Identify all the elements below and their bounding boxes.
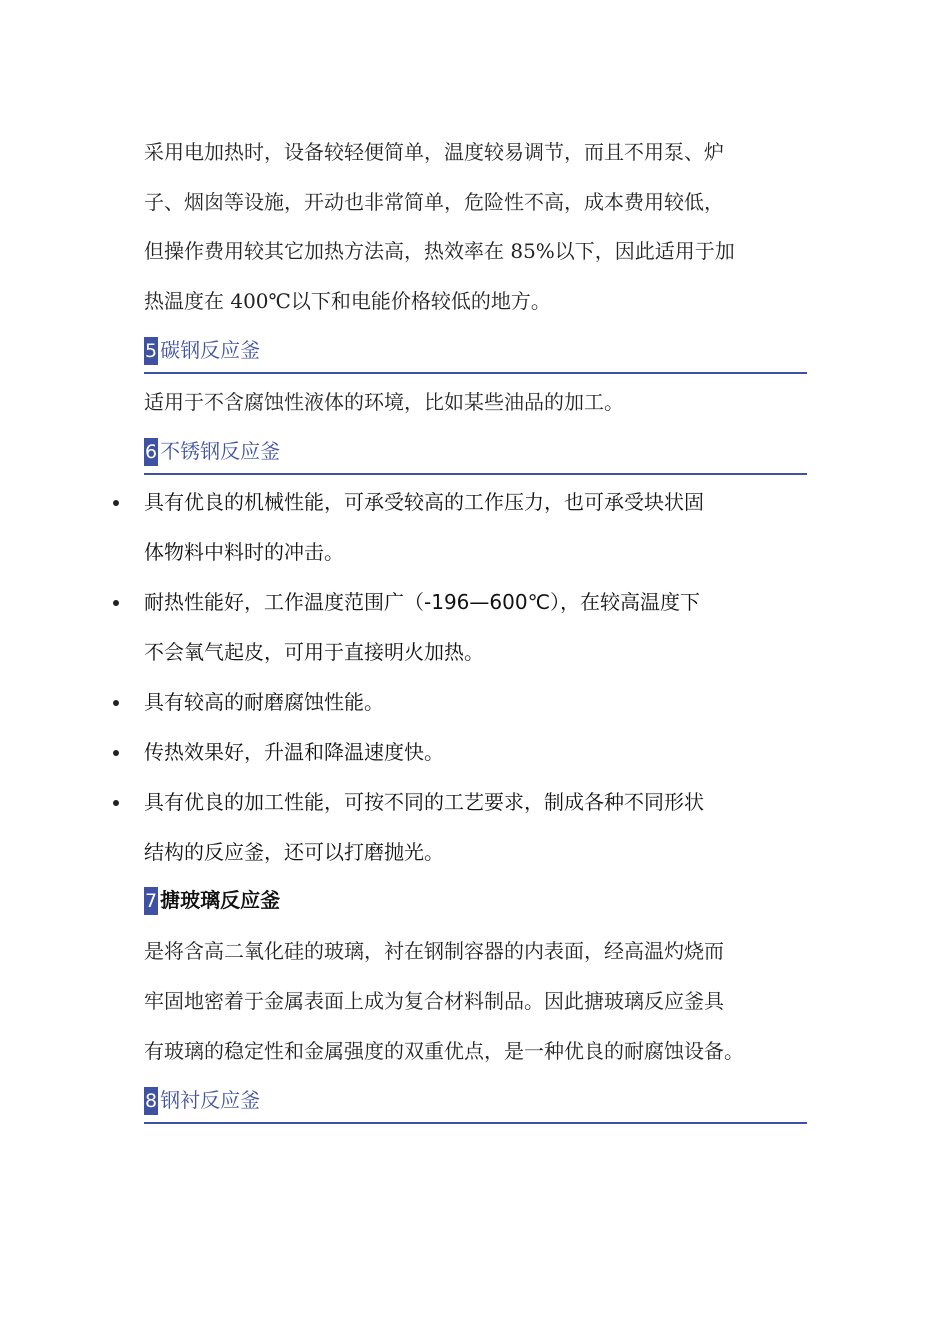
bullet-2-line-2: 不会氧气起皮，可用于直接明火加热。 [144, 640, 484, 664]
section-7-line-2: 牢固地密着于金属表面上成为复合材料制品。因此搪玻璃反应釜具 [144, 989, 724, 1013]
section-number-badge: 6 [144, 438, 158, 466]
bullet-5-line-1: 具有优良的加工性能，可按不同的工艺要求，制成各种不同形状 [144, 790, 704, 814]
section-5-body: 适用于不含腐蚀性液体的环境，比如某些油品的加工。 [144, 390, 624, 414]
section-title: 钢衬反应釜 [160, 1088, 261, 1112]
intro-line-4: 热温度在 400℃以下和电能价格较低的地方。 [144, 289, 551, 313]
section-title: 不锈钢反应釜 [160, 439, 281, 463]
section-8-heading [144, 1086, 807, 1114]
bullet-dot [113, 800, 119, 806]
section-number-badge: 7 [144, 887, 158, 915]
section-title: 碳钢反应釜 [160, 338, 261, 362]
section-6-divider [144, 473, 807, 475]
bullet-4-line-1: 传热效果好，升温和降温速度快。 [144, 740, 444, 764]
bullet-5-line-2: 结构的反应釜，还可以打磨抛光。 [144, 840, 444, 864]
bullet-dot [113, 750, 119, 756]
bullet-dot [113, 500, 119, 506]
intro-line-3: 但操作费用较其它加热方法高，热效率在 85%以下，因此适用于加 [144, 239, 735, 263]
section-title: 搪玻璃反应釜 [160, 888, 281, 912]
bullet-1-line-2: 体物料中料时的冲击。 [144, 540, 344, 564]
section-7-line-1: 是将含高二氧化硅的玻璃，衬在钢制容器的内表面，经高温灼烧而 [144, 939, 724, 963]
section-5-heading [144, 336, 807, 364]
section-number-badge: 5 [144, 337, 158, 365]
section-7-heading [144, 886, 807, 914]
bullet-dot [113, 600, 119, 606]
bullet-3-line-1: 具有较高的耐磨腐蚀性能。 [144, 690, 384, 714]
bullet-dot [113, 700, 119, 706]
section-7-line-3: 有玻璃的稳定性和金属强度的双重优点，是一种优良的耐腐蚀设备。 [144, 1039, 744, 1063]
intro-line-2: 子、烟囱等设施，开动也非常简单，危险性不高，成本费用较低， [144, 190, 724, 214]
section-number-badge: 8 [144, 1087, 158, 1115]
bullet-1-line-1: 具有优良的机械性能，可承受较高的工作压力，也可承受块状固 [144, 490, 704, 514]
bullet-2-line-1: 耐热性能好，工作温度范围广（-196—600℃），在较高温度下 [144, 590, 701, 614]
section-8-divider [144, 1122, 807, 1124]
section-6-heading [144, 437, 807, 465]
section-5-divider [144, 372, 807, 374]
intro-line-1: 采用电加热时，设备较轻便简单，温度较易调节，而且不用泵、炉 [144, 140, 724, 164]
